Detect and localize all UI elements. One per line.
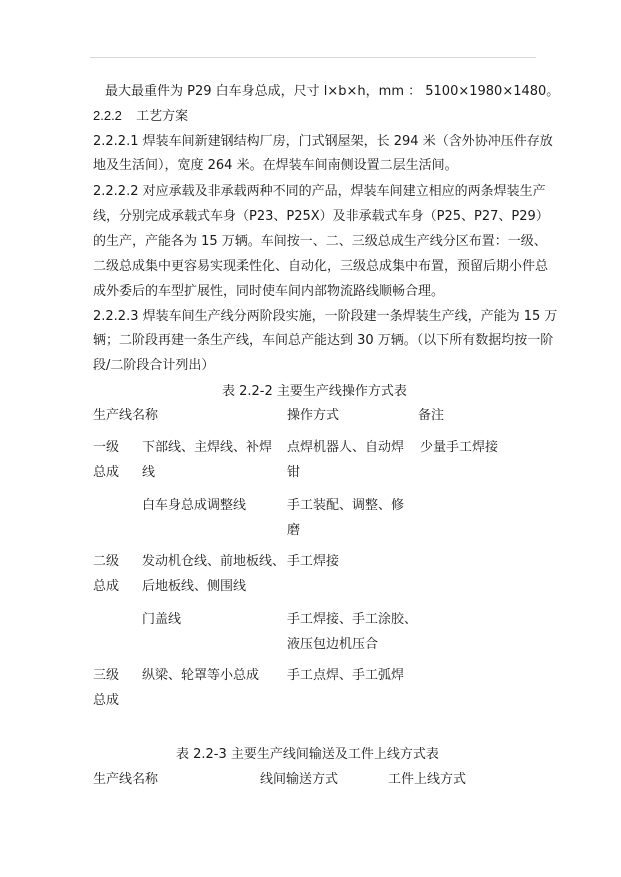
table-row-cell: 白车身总成调整线 xyxy=(142,498,247,513)
table2-caption: 表 2.2-3 主要生产线间输送及工件上线方式表 xyxy=(176,747,439,762)
table-row-cell: 点焊机器人、自动焊 xyxy=(287,440,405,455)
para1-line1: 2.2.2.1 焊装车间新建钢结构厂房，门式钢屋架，长 294 米（含外协冲压件存放 xyxy=(93,134,553,149)
table-row-cell: 纵梁、轮罩等小总成 xyxy=(142,668,260,683)
group1-label-line1: 一级 xyxy=(93,440,120,455)
table1-header-operation: 操作方式 xyxy=(287,408,340,423)
table-row-cell: 发动机仓线、前地板线、 xyxy=(142,554,286,569)
table-row-cell: 手工点焊、手工弧焊 xyxy=(287,668,405,683)
table-row-cell: 下部线、主焊线、补焊 xyxy=(142,440,273,455)
group1-label-line2: 总成 xyxy=(93,465,120,480)
table1-header-remark: 备注 xyxy=(418,408,445,423)
group2-label-line2: 总成 xyxy=(93,579,120,594)
section-title: 工艺方案 xyxy=(136,109,189,124)
table2-header-loading: 工件上线方式 xyxy=(388,772,467,787)
table-row-cell: 液压包边机压合 xyxy=(287,637,379,652)
table-row-cell: 磨 xyxy=(287,523,301,538)
table2-header-transfer: 线间输送方式 xyxy=(260,772,339,787)
para2-line4: 二级总成集中更容易实现柔性化、自动化，三级总成集中布置，预留后期小件总 xyxy=(93,259,549,274)
table-row-cell: 钳 xyxy=(287,465,301,480)
para2-line2: 线，分别完成承载式车身（P23、P25X）及非承载式车身（P25、P27、P29） xyxy=(93,209,549,224)
table1-caption: 表 2.2-2 主要生产线操作方式表 xyxy=(222,384,407,399)
group3-label-line1: 三级 xyxy=(93,668,120,683)
para2-line3: 的生产，产能各为 15 万辆。车间按一、二、三级总成生产线分区布置：一级、 xyxy=(93,234,547,249)
para3-line2: 辆；二阶段再建一条生产线，车间总产能达到 30 万辆。（以下所有数据均按一阶 xyxy=(93,333,554,348)
table-row-cell: 线 xyxy=(142,465,156,480)
table1-header-line-name: 生产线名称 xyxy=(93,408,159,423)
group2-label-line1: 二级 xyxy=(93,554,120,569)
group3-label-line2: 总成 xyxy=(93,693,120,708)
table2-header-line-name: 生产线名称 xyxy=(93,772,159,787)
section-heading xyxy=(93,107,188,126)
para3-line1: 2.2.2.3 焊装车间生产线分两阶段实施，一阶段建一条焊装生产线，产能为 15 万 xyxy=(93,309,558,324)
header-rule xyxy=(90,57,536,58)
table-row-cell: 后地板线、侧围线 xyxy=(142,579,247,594)
para1-line2: 地及生活间），宽度 264 米。在焊装车间南侧设置二层生活间。 xyxy=(93,158,458,173)
para2-line1: 2.2.2.2 对应承载及非承载两种不同的产品，焊装车间建立相应的两条焊装生产 xyxy=(93,184,546,199)
table-row-cell: 手工装配、调整、修 xyxy=(287,498,405,513)
table-row-cell: 门盖线 xyxy=(142,612,182,627)
section-number: 2.2.2 xyxy=(93,108,122,123)
table-row-cell: 手工焊接、手工涂胶、 xyxy=(287,612,418,627)
para3-line3: 段/二阶段合计列出） xyxy=(93,358,215,373)
intro-line: 最大最重件为 P29 白车身总成，尺寸 l×b×h，mm ： 5100×1980×1480。 xyxy=(105,84,560,99)
table-row-cell: 手工焊接 xyxy=(287,554,340,569)
table-row-note: 少量手工焊接 xyxy=(420,440,499,455)
para2-line5: 成外委后的车型扩展性，同时使车间内部物流路线顺畅合理。 xyxy=(93,284,445,299)
